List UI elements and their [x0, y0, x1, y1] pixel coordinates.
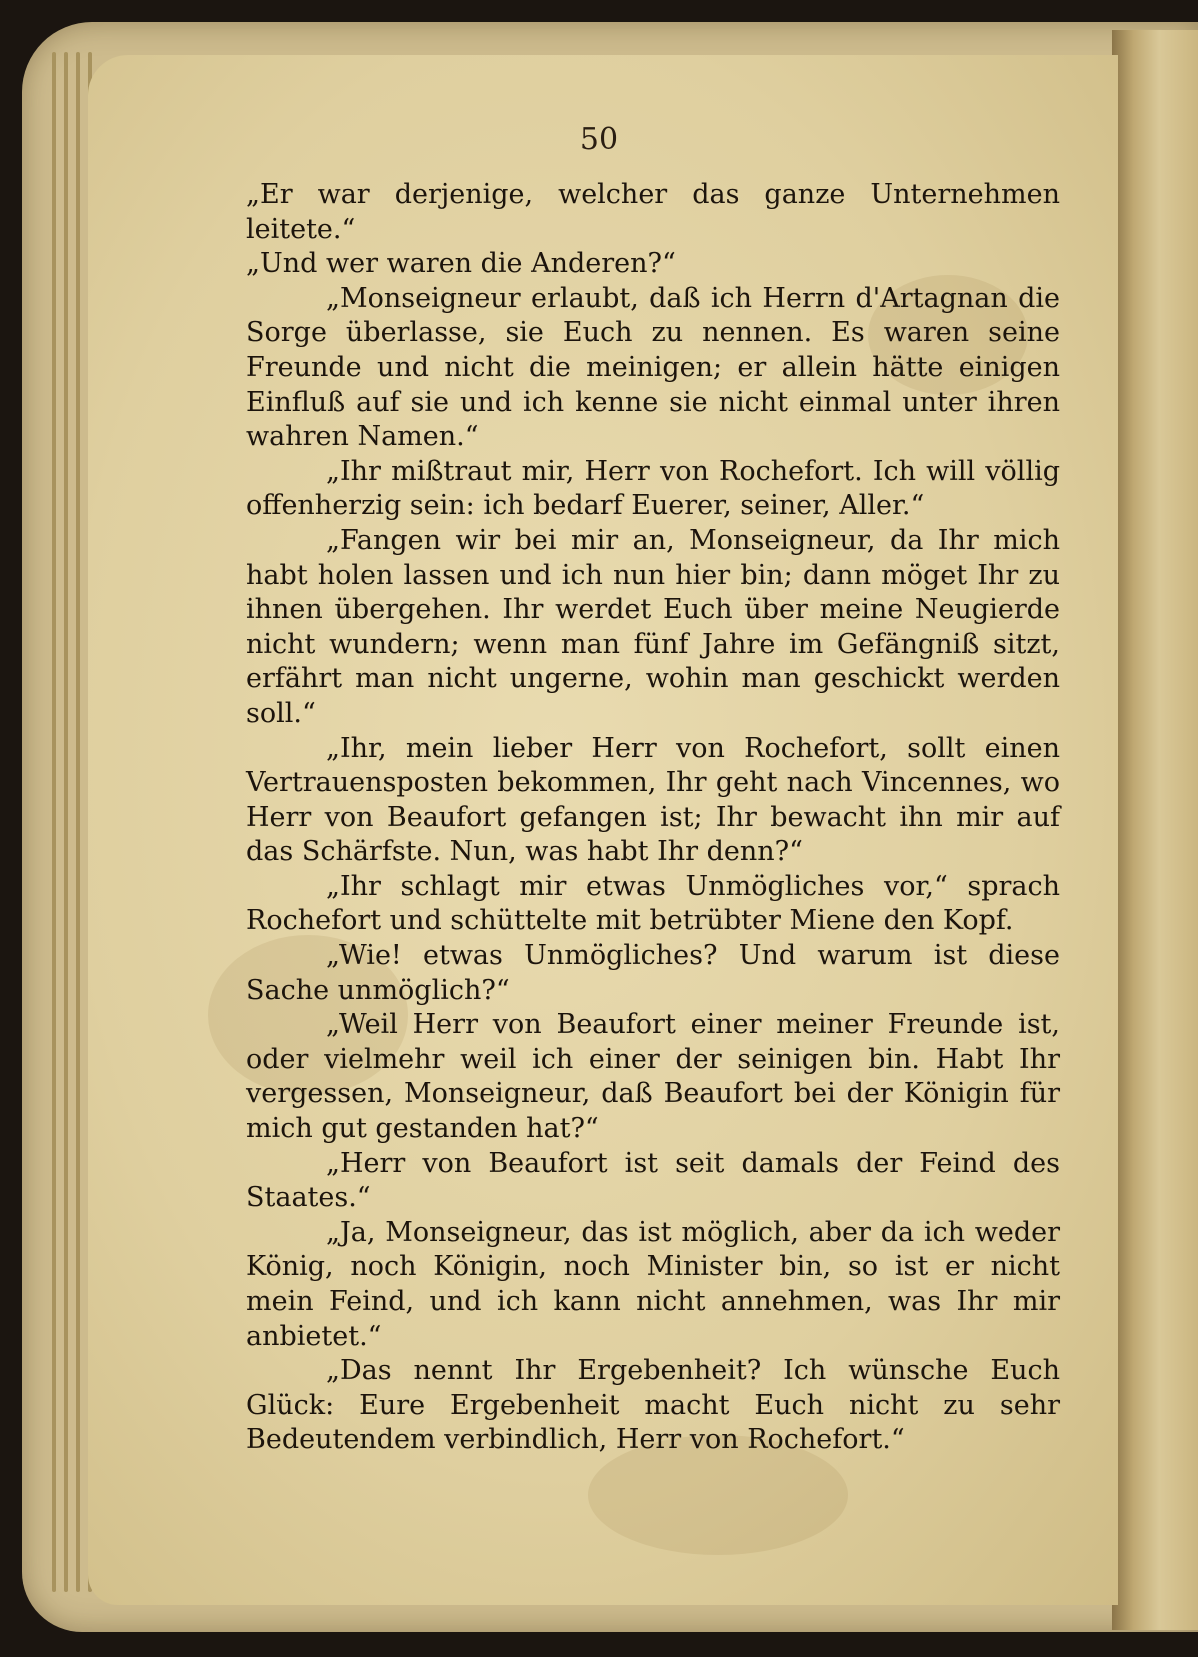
- paragraph: „Ihr schlagt mir etwas Unmögliches vor,“ sprach Rochefort und schüttelte mit betrübter Miene den Kopf.: [246, 870, 1060, 937]
- paragraph: „Ja, Monseigneur, das ist möglich, aber da ich weder König, noch Königin, noch Minister bin, so ist er nicht mein Feind, und ich kann nicht annehmen, was Ihr mir anbietet.“: [246, 1216, 1060, 1352]
- page-edge: [52, 52, 56, 1592]
- page-number: 50: [579, 122, 619, 157]
- paragraph: „Herr von Beaufort ist seit damals der Feind des Staates.“: [246, 1147, 1060, 1214]
- paragraph: „Ihr, mein lieber Herr von Rochefort, sollt einen Vertrauensposten bekommen, Ihr geht nach Vincennes, wo Herr von Beaufort gefangen ist; Ihr bewacht ihn mir auf das Schärfste. Nun, was habt Ihr denn?“: [246, 732, 1060, 868]
- paragraph: „Fangen wir bei mir an, Monseigneur, da Ihr mich habt holen lassen und ich nun hier bin; dann möget Ihr zu ihnen übergehen. Ihr werdet Euch über meine Neugierde nicht wundern; wenn man fünf Jahre im Gefängniß sitzt, erfährt man nicht ungerne, wohin man geschickt werden soll.“: [246, 524, 1060, 729]
- paragraph: „Ihr mißtraut mir, Herr von Rochefort. Ich will völlig offenherzig sein: ich bedarf Euerer, seiner, Aller.“: [246, 455, 1060, 522]
- page-text: [246, 178, 1060, 1458]
- paragraph: „Monseigneur erlaubt, daß ich Herrn d'Artagnan die Sorge überlasse, sie Euch zu nennen. Es waren seine Freunde und nicht die meinigen; er allein hätte einigen Einfluß auf sie und ich kenne sie nicht einmal unter ihren wahren Namen.“: [246, 282, 1060, 453]
- paragraph: „Weil Herr von Beaufort einer meiner Freunde ist, oder vielmehr weil ich einer der seinigen bin. Habt Ihr vergessen, Monseigneur, daß Beaufort bei der Königin für mich gut gestanden hat?“: [246, 1009, 1060, 1145]
- page-edge: [64, 52, 68, 1592]
- paragraph: „Wie! etwas Unmögliches? Und warum ist diese Sache unmöglich?“: [246, 940, 1060, 1006]
- paragraph: „Und wer waren die Anderen?“: [246, 248, 676, 280]
- page-edge: [76, 52, 80, 1592]
- paragraph: „Er war derjenige, welcher das ganze Unternehmen leitete.“: [246, 179, 1060, 245]
- book-spine: [1112, 30, 1198, 1630]
- paragraph: „Das nennt Ihr Ergebenheit? Ich wünsche Euch Glück: Eure Ergebenheit macht Euch nicht zu sehr Bedeutendem verbindlich, Herr von Rochefort.“: [246, 1355, 1060, 1456]
